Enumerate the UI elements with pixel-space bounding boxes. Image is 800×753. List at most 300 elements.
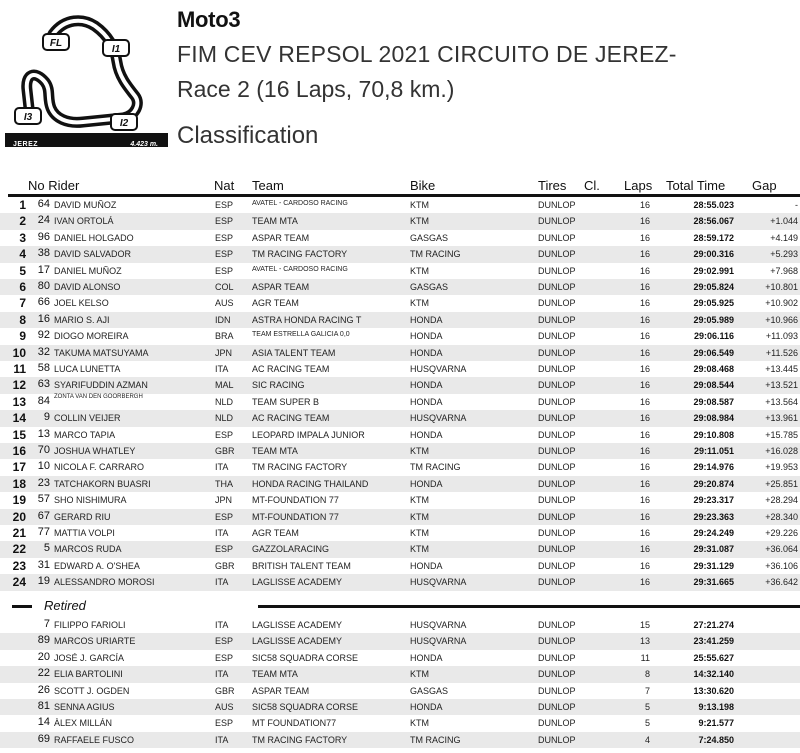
bike-cell: KTM bbox=[410, 544, 429, 555]
team-cell: MT-FOUNDATION 77 bbox=[252, 511, 339, 522]
nationality-cell: ITA bbox=[215, 577, 229, 588]
laps-cell: 8 bbox=[644, 669, 650, 680]
laps-cell: 16 bbox=[639, 364, 650, 374]
nationality-cell: ESP bbox=[215, 636, 234, 647]
total-time-cell: 7:24.850 bbox=[698, 734, 734, 745]
table-row bbox=[0, 509, 800, 525]
retired-section-header bbox=[0, 596, 800, 616]
rider-name-cell: ALESSANDRO MOROSI bbox=[54, 577, 155, 588]
position-cell: 14 bbox=[12, 411, 26, 426]
laps-cell: 16 bbox=[639, 511, 650, 522]
tires-cell: DUNLOP bbox=[538, 528, 576, 538]
bike-cell: GASGAS bbox=[410, 282, 449, 292]
nationality-cell: JPN bbox=[215, 347, 233, 358]
total-time-cell: 23:41.259 bbox=[693, 636, 734, 647]
position-cell: 3 bbox=[19, 230, 26, 245]
bike-cell: HONDA bbox=[410, 396, 443, 407]
table-row bbox=[0, 459, 800, 475]
rider-name-cell: DAVID SALVADOR bbox=[54, 249, 132, 260]
table-row bbox=[0, 279, 800, 295]
laps-cell: 16 bbox=[639, 396, 650, 407]
tires-cell: DUNLOP bbox=[538, 265, 576, 276]
total-time-cell: 29:00.316 bbox=[693, 249, 734, 260]
total-time-cell: 29:08.544 bbox=[693, 380, 734, 391]
tires-cell: DUNLOP bbox=[538, 429, 576, 440]
position-cell: 17 bbox=[12, 460, 26, 475]
table-row bbox=[0, 683, 800, 699]
rider-name-cell: MARCOS RUDA bbox=[54, 544, 122, 555]
position-cell: 10 bbox=[12, 345, 26, 360]
rider-name-cell: JOEL KELSO bbox=[54, 298, 109, 309]
tires-cell: DUNLOP bbox=[538, 669, 576, 680]
col-header-team: Team bbox=[252, 178, 284, 193]
laps-cell: 16 bbox=[639, 249, 650, 260]
team-cell: GAZZOLARACING bbox=[252, 544, 330, 555]
gap-cell: +28.340 bbox=[765, 511, 798, 522]
team-cell: LAGLISSE ACADEMY bbox=[252, 577, 343, 588]
nationality-cell: ESP bbox=[215, 200, 234, 210]
svg-text:I1: I1 bbox=[111, 44, 121, 55]
gap-cell: +36.064 bbox=[765, 544, 798, 555]
rider-number-cell: 67 bbox=[37, 509, 50, 522]
rider-name-cell: LUCA LUNETTA bbox=[54, 364, 121, 374]
table-row bbox=[0, 443, 800, 459]
total-time-cell: 29:31.129 bbox=[693, 560, 734, 571]
gap-cell: +4.149 bbox=[770, 232, 798, 243]
table-row bbox=[0, 427, 800, 443]
table-row bbox=[0, 230, 800, 246]
rider-name-cell: JOSÉ J. GARCÍA bbox=[54, 652, 125, 663]
position-cell: 20 bbox=[12, 509, 26, 524]
table-row bbox=[0, 558, 800, 574]
nationality-cell: ESP bbox=[215, 544, 234, 555]
table-row bbox=[0, 197, 800, 213]
rider-name-cell: SCOTT J. OGDEN bbox=[54, 685, 130, 696]
laps-cell: 16 bbox=[639, 446, 650, 456]
sector-tag-i3 bbox=[15, 108, 41, 124]
rider-number-cell: 32 bbox=[37, 345, 50, 358]
table-row bbox=[0, 394, 800, 410]
table-row bbox=[0, 650, 800, 666]
bike-cell: HONDA bbox=[410, 314, 443, 325]
gap-cell: +10.902 bbox=[765, 298, 798, 309]
gap-cell: +15.785 bbox=[765, 429, 798, 440]
tires-cell: DUNLOP bbox=[538, 511, 576, 522]
laps-cell: 16 bbox=[639, 478, 650, 489]
team-cell: AVATEL - CARDOSO RACING bbox=[252, 200, 348, 207]
laps-cell: 5 bbox=[644, 702, 650, 712]
nationality-cell: IDN bbox=[215, 314, 231, 325]
total-time-cell: 13:30.620 bbox=[693, 685, 734, 696]
table-row bbox=[0, 732, 800, 748]
team-cell: ASTRA HONDA RACING T bbox=[252, 314, 362, 325]
position-cell: 21 bbox=[12, 526, 26, 540]
gap-cell: +10.801 bbox=[765, 282, 798, 292]
laps-cell: 16 bbox=[639, 282, 650, 292]
bike-cell: HONDA bbox=[410, 331, 443, 342]
rider-number-cell: 20 bbox=[37, 650, 50, 663]
rider-name-cell: SYARIFUDDIN AZMAN bbox=[54, 380, 148, 391]
total-time-cell: 29:08.468 bbox=[693, 364, 734, 374]
laps-cell: 16 bbox=[639, 577, 650, 588]
table-row bbox=[0, 525, 800, 541]
track-map-graphic bbox=[5, 4, 168, 147]
total-time-cell: 29:23.363 bbox=[693, 511, 734, 522]
position-cell: 18 bbox=[12, 476, 26, 491]
table-row bbox=[0, 699, 800, 715]
position-cell: 2 bbox=[19, 214, 26, 229]
nationality-cell: ITA bbox=[215, 364, 229, 374]
nationality-cell: BRA bbox=[215, 331, 234, 342]
total-time-cell: 29:14.976 bbox=[693, 462, 734, 473]
tires-cell: DUNLOP bbox=[538, 652, 576, 663]
table-row bbox=[0, 541, 800, 557]
team-cell: AC RACING TEAM bbox=[252, 364, 330, 374]
rider-name-cell: MARCO TAPIA bbox=[54, 429, 116, 440]
rider-number-cell: 38 bbox=[37, 247, 50, 260]
laps-cell: 15 bbox=[639, 620, 650, 630]
bike-cell: HUSQVARNA bbox=[410, 413, 467, 424]
rider-number-cell: 63 bbox=[37, 378, 50, 391]
rider-number-cell: 9 bbox=[43, 411, 50, 424]
total-time-cell: 29:31.087 bbox=[693, 544, 734, 555]
rider-number-cell: 31 bbox=[37, 558, 50, 571]
bike-cell: KTM bbox=[410, 446, 429, 456]
rider-number-cell: 22 bbox=[37, 667, 50, 680]
laps-cell: 16 bbox=[639, 429, 650, 440]
rider-name-cell: IVAN ORTOLÁ bbox=[54, 216, 114, 227]
bike-cell: HUSQVARNA bbox=[410, 364, 467, 374]
tires-cell: DUNLOP bbox=[538, 380, 576, 391]
rider-number-cell: 64 bbox=[37, 198, 50, 210]
nationality-cell: JPN bbox=[215, 495, 233, 506]
laps-cell: 4 bbox=[644, 734, 650, 745]
table-row bbox=[0, 410, 800, 426]
gap-cell: +13.961 bbox=[765, 413, 798, 424]
team-cell: TEAM MTA bbox=[252, 216, 298, 227]
rider-number-cell: 58 bbox=[37, 362, 50, 374]
laps-cell: 16 bbox=[639, 265, 650, 276]
rider-number-cell: 10 bbox=[37, 460, 50, 473]
rider-number-cell: 77 bbox=[37, 526, 50, 538]
tires-cell: DUNLOP bbox=[538, 413, 576, 424]
rider-number-cell: 7 bbox=[43, 618, 50, 630]
rider-name-cell: ELIA BARTOLINI bbox=[54, 669, 123, 680]
position-cell: 12 bbox=[12, 378, 26, 393]
tires-cell: DUNLOP bbox=[538, 331, 576, 342]
tires-cell: DUNLOP bbox=[538, 314, 576, 325]
gap-cell: +11.526 bbox=[765, 347, 798, 358]
gap-cell: +29.226 bbox=[765, 528, 798, 538]
rider-number-cell: 66 bbox=[37, 296, 50, 309]
nationality-cell: ESP bbox=[215, 429, 234, 440]
rider-name-cell: GERARD RIU bbox=[54, 511, 111, 522]
retired-label: Retired bbox=[44, 598, 86, 613]
svg-text:I2: I2 bbox=[119, 118, 129, 129]
laps-cell: 13 bbox=[639, 636, 650, 647]
col-header-laps: Laps bbox=[624, 178, 653, 193]
nationality-cell: ITA bbox=[215, 462, 229, 473]
sector-tag-i1 bbox=[103, 40, 129, 56]
table-row bbox=[0, 328, 800, 344]
nationality-cell: AUS bbox=[215, 298, 234, 309]
total-time-cell: 29:23.317 bbox=[693, 495, 734, 506]
total-time-cell: 14:32.140 bbox=[693, 669, 734, 680]
rider-number-cell: 14 bbox=[37, 716, 50, 729]
bike-cell: KTM bbox=[410, 718, 429, 729]
tires-cell: DUNLOP bbox=[538, 685, 576, 696]
gap-cell: +13.564 bbox=[765, 396, 798, 407]
track-map bbox=[5, 4, 168, 147]
col-header-tires: Tires bbox=[538, 178, 567, 193]
table-row bbox=[0, 295, 800, 311]
laps-cell: 11 bbox=[640, 652, 650, 663]
tires-cell: DUNLOP bbox=[538, 478, 576, 489]
position-cell: 24 bbox=[12, 575, 26, 590]
svg-text:I3: I3 bbox=[23, 112, 33, 123]
gap-cell: +1.044 bbox=[770, 216, 798, 227]
total-time-cell: 28:55.023 bbox=[693, 200, 734, 210]
tires-cell: DUNLOP bbox=[538, 495, 576, 506]
rider-number-cell: 70 bbox=[37, 444, 50, 456]
category-title: Moto3 bbox=[177, 7, 241, 32]
position-cell: 16 bbox=[12, 444, 26, 458]
tires-cell: DUNLOP bbox=[538, 718, 576, 729]
tires-cell: DUNLOP bbox=[538, 232, 576, 243]
tires-cell: DUNLOP bbox=[538, 544, 576, 555]
event-title: FIM CEV REPSOL 2021 CIRCUITO DE JEREZ- bbox=[177, 41, 677, 67]
table-row bbox=[0, 476, 800, 492]
gap-cell: +28.294 bbox=[765, 495, 798, 506]
total-time-cell: 29:20.874 bbox=[693, 478, 734, 489]
laps-cell: 16 bbox=[639, 347, 650, 358]
table-row bbox=[0, 345, 800, 361]
total-time-cell: 28:59.172 bbox=[693, 232, 734, 243]
nationality-cell: ESP bbox=[215, 511, 234, 522]
total-time-cell: 29:10.808 bbox=[693, 429, 734, 440]
position-cell: 15 bbox=[12, 427, 26, 442]
tires-cell: DUNLOP bbox=[538, 702, 576, 712]
total-time-cell: 28:56.067 bbox=[693, 216, 734, 227]
table-row bbox=[0, 715, 800, 731]
tires-cell: DUNLOP bbox=[538, 396, 576, 407]
nationality-cell: AUS bbox=[215, 702, 234, 712]
gap-cell: +5.293 bbox=[770, 249, 798, 260]
team-cell: TEAM MTA bbox=[252, 446, 298, 456]
rider-name-cell: DANIEL HOLGADO bbox=[54, 232, 134, 243]
rider-name-cell: RAFFAELE FUSCO bbox=[54, 734, 135, 745]
bike-cell: HONDA bbox=[410, 702, 443, 712]
gap-cell: +13.521 bbox=[765, 380, 798, 391]
gap-cell: +10.966 bbox=[765, 314, 798, 325]
position-cell: 4 bbox=[19, 247, 26, 262]
laps-cell: 5 bbox=[644, 718, 650, 729]
team-cell: SIC RACING bbox=[252, 380, 305, 391]
table-row bbox=[0, 617, 800, 633]
table-row bbox=[0, 666, 800, 682]
tires-cell: DUNLOP bbox=[538, 200, 576, 210]
team-cell: AGR TEAM bbox=[252, 298, 299, 309]
rider-name-cell: TATCHAKORN BUASRI bbox=[54, 478, 151, 489]
team-cell: SIC58 SQUADRA CORSE bbox=[252, 652, 359, 663]
gap-cell: - bbox=[795, 200, 798, 210]
position-cell: 5 bbox=[19, 263, 26, 278]
sector-tag-i2 bbox=[111, 114, 137, 130]
bike-cell: HONDA bbox=[410, 347, 443, 358]
team-cell: ASPAR TEAM bbox=[252, 282, 310, 292]
bike-cell: KTM bbox=[410, 298, 429, 309]
rider-number-cell: 84 bbox=[37, 394, 50, 407]
total-time-cell: 29:06.116 bbox=[693, 331, 734, 342]
laps-cell: 16 bbox=[639, 413, 650, 424]
laps-cell: 16 bbox=[639, 462, 650, 473]
total-time-cell: 29:08.984 bbox=[693, 413, 734, 424]
team-cell: TM RACING FACTORY bbox=[252, 734, 348, 745]
bike-cell: HONDA bbox=[410, 560, 443, 571]
tires-cell: DUNLOP bbox=[538, 249, 576, 260]
total-time-cell: 25:55.627 bbox=[693, 652, 734, 663]
position-cell: 9 bbox=[19, 329, 26, 344]
laps-cell: 16 bbox=[639, 232, 650, 243]
team-cell: TM RACING FACTORY bbox=[252, 462, 348, 473]
nationality-cell: ITA bbox=[215, 669, 229, 680]
bike-cell: KTM bbox=[410, 216, 429, 227]
nationality-cell: ESP bbox=[215, 718, 234, 729]
rider-number-cell: 69 bbox=[37, 732, 50, 745]
gap-cell: +19.953 bbox=[765, 462, 798, 473]
total-time-cell: 29:06.549 bbox=[693, 347, 734, 358]
retired-divider-right bbox=[258, 605, 800, 608]
tires-cell: DUNLOP bbox=[538, 364, 576, 374]
nationality-cell: ESP bbox=[215, 249, 234, 260]
team-cell: HONDA RACING THAILAND bbox=[252, 478, 369, 489]
nationality-cell: COL bbox=[215, 282, 234, 292]
rider-name-cell: JOSHUA WHATLEY bbox=[54, 446, 136, 456]
bike-cell: KTM bbox=[410, 669, 429, 680]
position-cell: 19 bbox=[12, 493, 26, 508]
total-time-cell: 29:05.824 bbox=[693, 282, 734, 292]
total-time-cell: 29:05.989 bbox=[693, 314, 734, 325]
team-cell: LEOPARD IMPALA JUNIOR bbox=[252, 429, 365, 440]
nationality-cell: ESP bbox=[215, 216, 234, 227]
col-header-cl: Cl. bbox=[584, 178, 600, 193]
team-cell: ASPAR TEAM bbox=[252, 685, 310, 696]
nationality-cell: GBR bbox=[215, 560, 235, 571]
col-header-total-time: Total Time bbox=[666, 178, 726, 193]
col-header-no-rider: No Rider bbox=[28, 178, 80, 193]
tires-cell: DUNLOP bbox=[538, 560, 576, 571]
tires-cell: DUNLOP bbox=[538, 620, 576, 630]
nationality-cell: MAL bbox=[215, 380, 234, 391]
rider-number-cell: 24 bbox=[37, 214, 50, 227]
bike-cell: KTM bbox=[410, 265, 429, 276]
laps-cell: 16 bbox=[639, 544, 650, 555]
position-cell: 7 bbox=[19, 296, 26, 311]
team-cell: MT-FOUNDATION 77 bbox=[252, 495, 339, 506]
tires-cell: DUNLOP bbox=[538, 347, 576, 358]
tires-cell: DUNLOP bbox=[538, 636, 576, 647]
bike-cell: KTM bbox=[410, 511, 429, 522]
position-cell: 6 bbox=[19, 280, 26, 294]
bike-cell: HUSQVARNA bbox=[410, 636, 467, 647]
bike-cell: TM RACING bbox=[410, 734, 461, 745]
team-cell: TEAM SUPER B bbox=[252, 396, 320, 407]
rider-name-cell: MARCOS URIARTE bbox=[54, 636, 136, 647]
rider-number-cell: 80 bbox=[37, 280, 50, 292]
total-time-cell: 29:02.991 bbox=[693, 265, 734, 276]
col-header-gap: Gap bbox=[752, 178, 777, 193]
total-time-cell: 9:21.577 bbox=[698, 718, 734, 729]
table-row bbox=[0, 213, 800, 229]
laps-cell: 16 bbox=[639, 380, 650, 391]
gap-cell: +13.445 bbox=[765, 364, 798, 374]
table-row bbox=[0, 312, 800, 328]
bike-cell: HUSQVARNA bbox=[410, 620, 467, 630]
bike-cell: HUSQVARNA bbox=[410, 577, 467, 588]
team-cell: AVATEL - CARDOSO RACING bbox=[252, 265, 348, 273]
bike-cell: TM RACING bbox=[410, 462, 461, 473]
gap-cell: +7.968 bbox=[770, 265, 798, 276]
total-time-cell: 27:21.274 bbox=[693, 620, 734, 630]
position-cell: 13 bbox=[12, 394, 26, 409]
tires-cell: DUNLOP bbox=[538, 216, 576, 227]
team-cell: BRITISH TALENT TEAM bbox=[252, 560, 351, 571]
total-time-cell: 29:05.925 bbox=[693, 298, 734, 309]
page-title: Classification bbox=[177, 122, 319, 149]
sector-tag-fl bbox=[43, 34, 69, 50]
rider-name-cell: TAKUMA MATSUYAMA bbox=[54, 347, 149, 358]
rider-name-cell: DIOGO MOREIRA bbox=[54, 331, 129, 342]
bike-cell: KTM bbox=[410, 200, 429, 210]
rider-number-cell: 5 bbox=[43, 542, 50, 555]
table-row bbox=[0, 377, 800, 393]
track-name: JEREZ bbox=[13, 141, 39, 148]
position-cell: 22 bbox=[12, 542, 26, 557]
table-row bbox=[0, 361, 800, 377]
bike-cell: KTM bbox=[410, 495, 429, 506]
tires-cell: DUNLOP bbox=[538, 282, 576, 292]
table-row bbox=[0, 633, 800, 649]
gap-cell: +36.642 bbox=[765, 577, 798, 588]
gap-cell: +36.106 bbox=[765, 560, 798, 571]
tires-cell: DUNLOP bbox=[538, 577, 576, 588]
team-cell: MT FOUNDATION77 bbox=[252, 718, 337, 729]
laps-cell: 16 bbox=[639, 216, 650, 227]
rider-number-cell: 23 bbox=[37, 476, 50, 489]
rider-name-cell: ÀLEX MILLÁN bbox=[54, 718, 113, 729]
laps-cell: 16 bbox=[639, 495, 650, 506]
team-cell: TEAM ESTRELLA GALICIA 0,0 bbox=[252, 331, 350, 339]
laps-cell: 16 bbox=[639, 560, 650, 571]
rider-number-cell: 16 bbox=[37, 312, 50, 325]
nationality-cell: ITA bbox=[215, 620, 229, 630]
rider-name-cell: DANIEL MUÑOZ bbox=[54, 265, 122, 276]
position-cell: 11 bbox=[13, 362, 26, 376]
rider-name-cell: ZONTA VAN DEN GOORBERGH bbox=[54, 393, 143, 400]
bike-cell: HONDA bbox=[410, 652, 443, 663]
rider-name-cell: COLLIN VEIJER bbox=[54, 413, 121, 424]
table-row bbox=[0, 492, 800, 508]
rider-name-cell: SHO NISHIMURA bbox=[54, 495, 127, 506]
total-time-cell: 29:31.665 bbox=[693, 577, 734, 588]
gap-cell: +16.028 bbox=[765, 446, 798, 456]
rider-name-cell: NICOLA F. CARRARO bbox=[54, 462, 145, 473]
table-row bbox=[0, 246, 800, 262]
laps-cell: 7 bbox=[644, 685, 650, 696]
bike-cell: KTM bbox=[410, 528, 429, 538]
total-time-cell: 29:24.249 bbox=[693, 528, 734, 538]
gap-cell: +25.851 bbox=[765, 478, 798, 489]
